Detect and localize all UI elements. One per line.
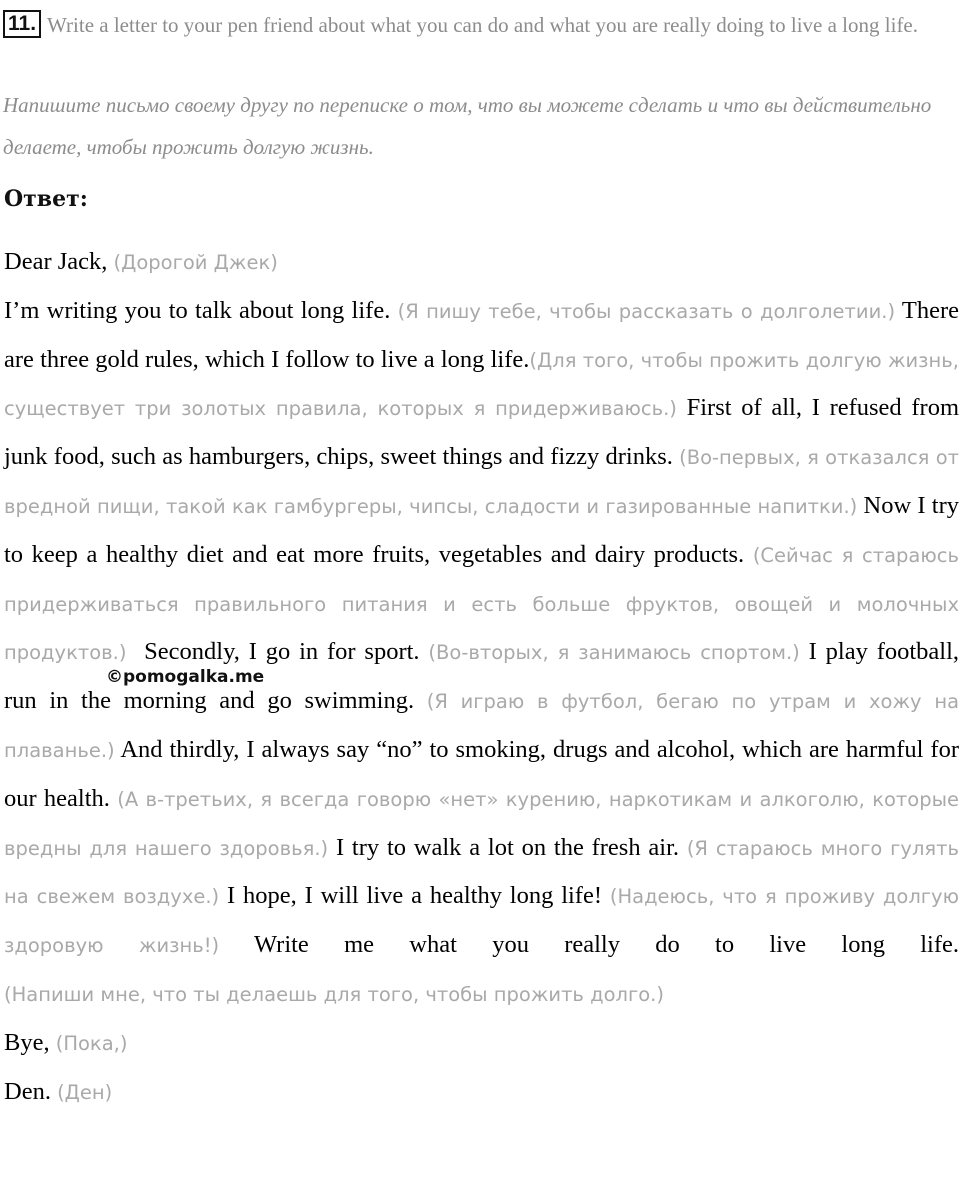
sentence-7-en: And thirdly, I always say “no” to smoking, drugs and alcohol, which are harmful for our health.: [4, 735, 959, 812]
sentence-5-ru: (Во-вторых, я занимаюсь спортом.): [428, 641, 800, 665]
sentence-9-ru: (Надеюсь, что я проживу долгую здоровую жизнь!): [4, 885, 959, 958]
signature-en: Den.: [4, 1077, 51, 1105]
sentence-7-ru: (А в-третьих, я всегда говорю «нет» курению, наркотикам и алкоголю, которые вредны для нашего здоровья.): [4, 787, 959, 860]
signature-line: [4, 1068, 959, 1117]
sentence-2-en: There are three gold rules, which I follow to live a long life.: [4, 296, 960, 373]
sentence-10-ru: (Напиши мне, что ты делаешь для того, чтобы прожить долго.): [4, 982, 664, 1006]
sentence-6-en: I play football, run in the morning and go swimming.: [4, 638, 960, 715]
sentence-6-ru: (Я играю в футбол, бегаю по утрам и хожу на плаванье.): [4, 690, 960, 762]
answer-label: Ответ:: [4, 186, 88, 212]
greeting-line: [4, 238, 959, 287]
sentence-4-en: Now I try to keep a healthy diet and eat more fruits, vegetables and dairy products.: [4, 491, 960, 568]
task-number: 11.: [3, 10, 41, 38]
sentence-9-en: I hope, I will live a healthy long life!: [227, 882, 603, 910]
sentence-5-en: Secondly, I go in for sport.: [144, 638, 420, 666]
task-instruction: [3, 4, 958, 46]
sentence-8-en: I try to walk a lot on the fresh air.: [335, 833, 680, 861]
sentence-4-ru: (Сейчас я стараюсь придерживаться правильного питания и есть больше фруктов, овощей и молочных продуктов.): [4, 543, 960, 665]
greeting-ru: (Дорогой Джек): [113, 251, 278, 274]
signature-ru: (Ден): [57, 1080, 113, 1104]
sentence-8-ru: (Я стараюсь много гулять на свежем воздухе.): [4, 836, 960, 909]
task-instruction-en: Write a letter to your pen friend about what you can do and what you are really doing to live a long life.: [47, 13, 919, 37]
sentence-1-ru: (Я пишу тебе, чтобы рассказать о долголетии.): [397, 299, 896, 323]
sentence-10-en: Write me what you really do to live long life.: [254, 931, 959, 959]
sentence-3-en: First of all, I refused from junk food, such as hamburgers, chips, sweet things and fizzy drinks.: [4, 394, 960, 471]
closing-line: [4, 1019, 959, 1068]
sentence-3-ru: (Во-первых, я отказался от вредной пищи, такой как гамбургеры, чипсы, сладости и газированные напитки.): [4, 446, 960, 518]
sentence-2-ru: (Для того, чтобы прожить долгую жизнь, существует три золотых правила, которых я придерживаюсь.): [4, 348, 959, 421]
watermark: ©pomogalka.me: [106, 667, 265, 687]
closing-ru: (Пока,): [55, 1031, 128, 1055]
closing-en: Bye,: [4, 1028, 50, 1056]
sentence-1-en: I’m writing you to talk about long life.: [4, 296, 391, 324]
task-instruction-ru: Напишите письмо своему другу по переписке о том, что вы можете сделать и что вы действительно делаете, чтобы прожить долгую жизнь.: [3, 93, 932, 159]
sentence-10-ru-line: [4, 970, 959, 1019]
greeting-en: Dear Jack,: [4, 248, 108, 275]
letter-paragraph: [4, 287, 959, 970]
